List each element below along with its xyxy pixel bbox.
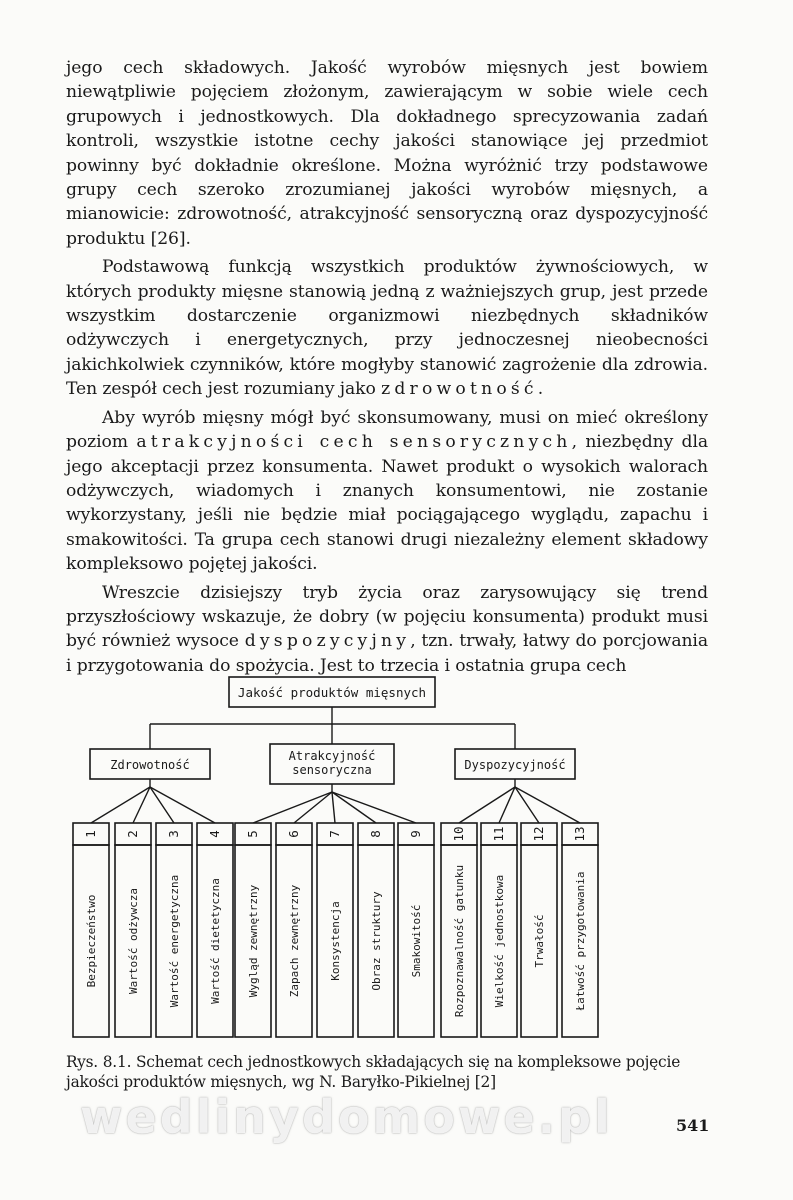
caption-line-1: Rys. 8.1. Schemat cech jednostkowych składających się na kompleksowe pojęcie [66,1053,681,1071]
item-branch-line [515,787,580,823]
paragraph-2-end: . [537,379,544,400]
item-number: 7 [327,830,342,838]
item-branch-line [332,792,416,823]
item-number: 2 [125,830,140,838]
item-number: 11 [491,826,506,842]
group-label: sensoryczna [292,763,372,777]
group-label: Dyspozycyjność [464,758,566,772]
item-label: Wartość odżywcza [127,888,140,994]
quality-tree-diagram [0,660,793,1045]
item-number: 5 [245,830,260,838]
paragraph-2-text: Podstawową funkcją wszystkich produktów żywnościowych, w których produkty mięsne stanowią jedną z ważniejszych grup, jest przede wszystkim dostarczenie organizmowi niezbędnych składników odżywczych i energetycznych, przy jednoczesnej nieobecności jakichkolwiek czynników, które mogłyby stanowić zagrożenie dla zdrowia. Ten zespół cech jest rozumiany jako [66,257,708,400]
item-number: 3 [166,830,181,838]
page-number: 541 [676,1116,710,1135]
item-branch-line [515,787,539,823]
group-label: Atrakcyjność [288,749,376,763]
term-dyspozycyjnosc: dyspozycyjny [244,631,411,652]
item-label: Trwałość [533,914,546,968]
item-branch-line [294,792,332,823]
figure-caption [66,1052,716,1092]
term-atrakcyjnosc: atrakcyjności cech sensorycznych [136,432,572,453]
item-branch-line [332,792,376,823]
item-label: Wartość dietetyczna [209,878,222,1004]
item-label: Rozpoznawalność gatunku [453,864,466,1018]
item-branch-line [150,787,215,823]
group-label: Zdrowotność [110,758,190,772]
item-label: Zapach zewnętrzny [288,884,301,998]
item-number: 4 [207,830,222,838]
paragraph-3 [66,406,708,577]
item-number: 8 [368,830,383,838]
paragraph-1-text: jego cech składowych. Jakość wyrobów mięsnych jest bowiem niewątpliwie pojęciem złożonym, zawierającym w sobie wiele cech grupowych i jednostkowych. Dla dokładnego sprecyzowania zadań kontroli, wszystkie istotne cechy jakości stanowiące jej przedmiot powinny być dokładnie określone. Można wyróżnić trzy podstawowe grupy cech szeroko zrozumianej jakości wyrobów mięsnych, a mianowicie: zdrowotność, atrakcyjność sensoryczną oraz dyspozycyjność produktu [26]. [66,58,708,249]
paragraph-2 [66,255,708,401]
item-label: Wielkość jednostkowa [493,874,506,1008]
paragraph-4-text: Wreszcie dzisiejszy tryb życia oraz zarysowujący się trend przyszłościowy wskazuje, że dobry (w pojęciu konsumenta) produkt musi być również wysoce [66,582,708,652]
item-label: Obraz struktury [370,891,383,991]
item-branch-line [332,792,335,823]
body-text [66,56,708,682]
caption-line-2: jakości produktów mięsnych, wg N. Baryłko-Pikielnej [2] [66,1073,496,1091]
item-label: Bezpieczeństwo [85,894,98,988]
item-label: Smakowitość [410,904,423,978]
item-branch-line [150,787,174,823]
item-number: 6 [286,830,301,838]
paragraph-1 [66,56,708,251]
item-label: Łatwość przygotowania [574,871,587,1011]
item-branch-line [253,792,332,823]
paragraph-3-text: Aby wyrób mięsny mógł być skonsumowany, musi on mieć określony poziom [66,407,708,453]
watermark: wedlinydomowe.pl [80,1090,613,1144]
item-label: Wartość energetyczna [168,874,181,1008]
paragraph-3-end: , niezbędny dla jego akceptacji przez konsumenta. Nawet produkt o wysokich walorach odżywczych, wiadomych i znanych konsumentowi, nie zostanie wykorzystany, jeśli nie będzie miał pociągającego wyglądu, zapachu i smakowitości. Ta grupa cech stanowi drugi niezależny element składowy kompleksowo pojętej jakości. [66,432,709,575]
term-zdrowotnosc: zdrowotność [381,379,538,400]
item-label: Wygląd zewnętrzny [247,884,260,998]
item-number: 12 [531,826,546,842]
item-number: 10 [451,826,466,842]
item-number: 1 [83,830,98,838]
root-label: Jakość produktów mięsnych [237,685,427,700]
item-number: 13 [572,826,587,842]
item-label: Konsystencja [329,901,342,981]
paragraph-4-end: , tzn. trwały, łatwy do porcjowania i przygotowania do spożycia. Jest to trzecia i ostatnia grupa cech [66,631,708,676]
item-number: 9 [408,830,423,838]
